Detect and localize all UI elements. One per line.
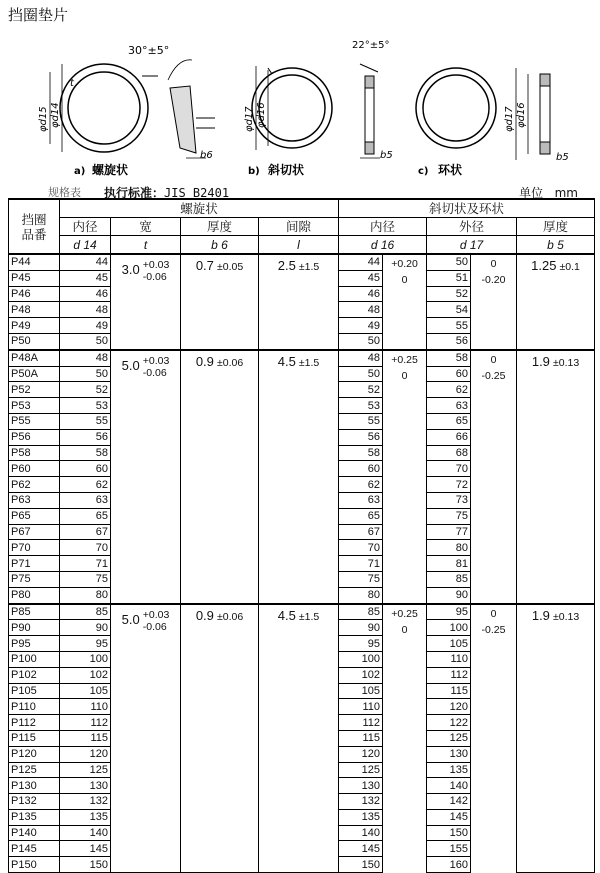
- cell-d16: 130: [339, 778, 383, 794]
- washer-figures: [0, 28, 600, 188]
- cell-code: P132: [9, 794, 60, 810]
- cell-d16: 75: [339, 571, 383, 587]
- svg-text:φd15: φd15: [38, 106, 49, 132]
- header-thickness: 厚度: [181, 218, 259, 236]
- cell-code: P53: [9, 398, 60, 414]
- cell-d16: 90: [339, 620, 383, 636]
- cell-thickness: 0.7 ±0.05: [181, 254, 259, 350]
- cell-d17: 72: [427, 477, 471, 493]
- figure-b-label: 斜切状: [268, 163, 305, 177]
- cell-d14: 140: [60, 825, 111, 841]
- cell-d16: 53: [339, 398, 383, 414]
- cell-d17: 58: [427, 350, 471, 366]
- cell-d17: 54: [427, 302, 471, 318]
- cell-code: P60: [9, 461, 60, 477]
- cell-d17: 122: [427, 715, 471, 731]
- cell-d17: 112: [427, 667, 471, 683]
- cell-code: P130: [9, 778, 60, 794]
- symbol-d17: d 17: [427, 236, 517, 255]
- header-width: 宽: [111, 218, 181, 236]
- cell-code: P67: [9, 524, 60, 540]
- cell-d17: 66: [427, 429, 471, 445]
- cell-thickness2: 1.25 ±0.1: [517, 254, 595, 350]
- cell-d16: 48: [339, 302, 383, 318]
- cell-d14: 130: [60, 778, 111, 794]
- cell-d14: 65: [60, 508, 111, 524]
- header-bevel-ring: 斜切状及环状: [339, 199, 595, 218]
- cell-width: 3.0 +0.03 -0.06: [111, 254, 181, 350]
- cell-d16: 58: [339, 445, 383, 461]
- cell-d17: 120: [427, 699, 471, 715]
- cell-code: P140: [9, 825, 60, 841]
- cell-code: P120: [9, 746, 60, 762]
- cell-code: P125: [9, 762, 60, 778]
- cell-d17: 90: [427, 587, 471, 603]
- cell-code: P80: [9, 587, 60, 603]
- cell-d16: 70: [339, 540, 383, 556]
- svg-text:t: t: [70, 78, 74, 89]
- svg-text:b): b): [248, 166, 260, 177]
- cell-d17: 62: [427, 382, 471, 398]
- cell-d14: 120: [60, 746, 111, 762]
- cell-d14: 55: [60, 413, 111, 429]
- cell-d17: 145: [427, 809, 471, 825]
- cell-d14: 105: [60, 683, 111, 699]
- cell-d17-tolerance: 0 -0.25: [471, 350, 517, 604]
- cell-thickness: 0.9 ±0.06: [181, 604, 259, 873]
- cell-gap: 4.5 ±1.5: [259, 350, 339, 604]
- cell-d17: 110: [427, 651, 471, 667]
- figure-ring: [416, 68, 569, 177]
- cell-d14: 90: [60, 620, 111, 636]
- cell-thickness2: 1.9 ±0.13: [517, 604, 595, 873]
- cell-d14: 110: [60, 699, 111, 715]
- cell-d14: 132: [60, 794, 111, 810]
- cell-d17: 105: [427, 636, 471, 652]
- cell-d14: 71: [60, 556, 111, 572]
- cell-gap: 2.5 ±1.5: [259, 254, 339, 350]
- cell-d17: 60: [427, 366, 471, 382]
- symbol-b6: b 6: [181, 236, 259, 255]
- cell-width: 5.0 +0.03 -0.06: [111, 604, 181, 873]
- cell-code: P145: [9, 841, 60, 857]
- cell-code: P52: [9, 382, 60, 398]
- symbol-b5: b 5: [517, 236, 595, 255]
- spec-table: [8, 198, 595, 873]
- cell-d17: 73: [427, 492, 471, 508]
- cell-d16: 46: [339, 286, 383, 302]
- cell-d14: 150: [60, 857, 111, 873]
- cell-code: P102: [9, 667, 60, 683]
- cell-d16: 60: [339, 461, 383, 477]
- cell-d17-tolerance: 0 -0.25: [471, 604, 517, 873]
- cell-d16: 95: [339, 636, 383, 652]
- cell-d17: 125: [427, 730, 471, 746]
- cell-d16: 115: [339, 730, 383, 746]
- cell-d17: 80: [427, 540, 471, 556]
- cell-d14: 75: [60, 571, 111, 587]
- cell-d16: 125: [339, 762, 383, 778]
- cell-code: P58: [9, 445, 60, 461]
- table-row: [9, 254, 595, 270]
- cell-d14: 115: [60, 730, 111, 746]
- cell-d17: 142: [427, 794, 471, 810]
- cell-d16: 65: [339, 508, 383, 524]
- cell-d17: 52: [427, 286, 471, 302]
- header-inner: 内径: [60, 218, 111, 236]
- cell-d16: 52: [339, 382, 383, 398]
- cell-d14: 62: [60, 477, 111, 493]
- cell-d17: 150: [427, 825, 471, 841]
- cell-d14: 70: [60, 540, 111, 556]
- cell-code: P56: [9, 429, 60, 445]
- cell-d16: 48: [339, 350, 383, 366]
- cell-d17: 50: [427, 254, 471, 270]
- cell-code: P115: [9, 730, 60, 746]
- svg-text:φd16: φd16: [256, 102, 267, 128]
- cell-d17: 85: [427, 571, 471, 587]
- table-label: 规格表: [48, 186, 81, 199]
- cell-code: P70: [9, 540, 60, 556]
- cell-d16-tolerance: +0.25 0: [383, 604, 427, 873]
- figure-c-label: 环状: [438, 163, 463, 177]
- cell-d16: 132: [339, 794, 383, 810]
- cell-d14: 58: [60, 445, 111, 461]
- cell-d14: 53: [60, 398, 111, 414]
- cell-d14: 145: [60, 841, 111, 857]
- svg-text:b5: b5: [556, 152, 569, 163]
- cell-code: P48A: [9, 350, 60, 366]
- spec-table-body: [9, 254, 595, 873]
- cell-d16: 135: [339, 809, 383, 825]
- cell-code: P95: [9, 636, 60, 652]
- cell-d14: 95: [60, 636, 111, 652]
- cell-code: P50A: [9, 366, 60, 382]
- cell-d14: 50: [60, 333, 111, 349]
- cell-d14: 100: [60, 651, 111, 667]
- cell-code: P55: [9, 413, 60, 429]
- cell-d14: 46: [60, 286, 111, 302]
- cell-d17: 81: [427, 556, 471, 572]
- cell-d17: 68: [427, 445, 471, 461]
- svg-text:φd17: φd17: [504, 106, 515, 132]
- symbol-d16: d 16: [339, 236, 427, 255]
- cell-code: P62: [9, 477, 60, 493]
- cell-d14: 49: [60, 318, 111, 334]
- cell-d16: 49: [339, 318, 383, 334]
- cell-thickness: 0.9 ±0.06: [181, 350, 259, 604]
- cell-d17: 155: [427, 841, 471, 857]
- cell-d14: 48: [60, 350, 111, 366]
- cell-d17: 100: [427, 620, 471, 636]
- symbol-d14: d 14: [60, 236, 111, 255]
- cell-d16: 62: [339, 477, 383, 493]
- cell-d14: 135: [60, 809, 111, 825]
- cell-code: P135: [9, 809, 60, 825]
- table-row: [9, 350, 595, 366]
- header-thickness2: 厚度: [517, 218, 595, 236]
- cell-d17: 55: [427, 318, 471, 334]
- cell-d14: 60: [60, 461, 111, 477]
- ring-angle: 22°±5°: [352, 40, 390, 51]
- cell-d16: 150: [339, 857, 383, 873]
- figure-a-label: 螺旋状: [92, 163, 129, 177]
- cell-thickness2: 1.9 ±0.13: [517, 350, 595, 604]
- cell-d14: 112: [60, 715, 111, 731]
- cell-d14: 85: [60, 604, 111, 620]
- header-gap: 间隙: [259, 218, 339, 236]
- cell-d14: 50: [60, 366, 111, 382]
- cell-gap: 4.5 ±1.5: [259, 604, 339, 873]
- cell-d14: 67: [60, 524, 111, 540]
- symbol-l: l: [259, 236, 339, 255]
- cell-d16: 110: [339, 699, 383, 715]
- cell-code: P105: [9, 683, 60, 699]
- cell-d16: 55: [339, 413, 383, 429]
- cell-d14: 102: [60, 667, 111, 683]
- cell-d17: 160: [427, 857, 471, 873]
- cell-d14: 48: [60, 302, 111, 318]
- cell-code: P45: [9, 270, 60, 286]
- cell-d17: 70: [427, 461, 471, 477]
- cell-d17: 63: [427, 398, 471, 414]
- cell-d17: 65: [427, 413, 471, 429]
- svg-text:c): c): [418, 166, 429, 177]
- cell-d16: 44: [339, 254, 383, 270]
- header-spiral: 螺旋状: [60, 199, 339, 218]
- cell-d14: 63: [60, 492, 111, 508]
- cell-d17: 77: [427, 524, 471, 540]
- cell-code: P71: [9, 556, 60, 572]
- svg-text:b6: b6: [200, 150, 213, 161]
- cell-d16: 100: [339, 651, 383, 667]
- cell-d17-tolerance: 0 -0.20: [471, 254, 517, 350]
- cell-code: P46: [9, 286, 60, 302]
- cell-code: P48: [9, 302, 60, 318]
- figure-spiral: [38, 44, 215, 177]
- figure-bevel: [244, 40, 393, 177]
- header-inner2: 内径: [339, 218, 427, 236]
- cell-code: P85: [9, 604, 60, 620]
- cell-d16-tolerance: +0.20 0: [383, 254, 427, 350]
- cell-d16: 50: [339, 333, 383, 349]
- cell-d16: 80: [339, 587, 383, 603]
- svg-text:a): a): [74, 166, 86, 177]
- svg-text:φd14: φd14: [50, 102, 61, 128]
- cell-d14: 45: [60, 270, 111, 286]
- cell-code: P112: [9, 715, 60, 731]
- spiral-angle: 30°±5°: [128, 44, 170, 57]
- cell-code: P150: [9, 857, 60, 873]
- cell-d17: 75: [427, 508, 471, 524]
- svg-text:φd16: φd16: [516, 102, 527, 128]
- cell-code: P75: [9, 571, 60, 587]
- cell-d17: 115: [427, 683, 471, 699]
- cell-d17: 95: [427, 604, 471, 620]
- svg-text:φd17: φd17: [244, 106, 255, 132]
- cell-d17: 130: [427, 746, 471, 762]
- cell-d17: 51: [427, 270, 471, 286]
- cell-d16: 50: [339, 366, 383, 382]
- cell-d16: 140: [339, 825, 383, 841]
- cell-code: P65: [9, 508, 60, 524]
- cell-code: P50: [9, 333, 60, 349]
- cell-d17: 140: [427, 778, 471, 794]
- cell-d14: 56: [60, 429, 111, 445]
- cell-d17: 135: [427, 762, 471, 778]
- table-row: [9, 604, 595, 620]
- standard-line: 执行标准：JIS B2401: [104, 186, 230, 200]
- cell-code: P110: [9, 699, 60, 715]
- cell-d14: 44: [60, 254, 111, 270]
- cell-d14: 52: [60, 382, 111, 398]
- svg-text:b5: b5: [380, 150, 393, 161]
- cell-d16: 105: [339, 683, 383, 699]
- cell-d16: 145: [339, 841, 383, 857]
- cell-code: P100: [9, 651, 60, 667]
- cell-d16: 85: [339, 604, 383, 620]
- cell-d16: 63: [339, 492, 383, 508]
- cell-code: P44: [9, 254, 60, 270]
- cell-d16: 71: [339, 556, 383, 572]
- cell-d16: 102: [339, 667, 383, 683]
- page-title: 挡圈垫片: [8, 6, 69, 24]
- cell-d16: 56: [339, 429, 383, 445]
- header-code: 挡圈 品番: [9, 199, 60, 254]
- cell-d16-tolerance: +0.25 0: [383, 350, 427, 604]
- cell-d16: 120: [339, 746, 383, 762]
- cell-code: P49: [9, 318, 60, 334]
- cell-d17: 56: [427, 333, 471, 349]
- symbol-t: t: [111, 236, 181, 255]
- cell-code: P63: [9, 492, 60, 508]
- cell-width: 5.0 +0.03 -0.06: [111, 350, 181, 604]
- cell-code: P90: [9, 620, 60, 636]
- cell-d16: 67: [339, 524, 383, 540]
- cell-d14: 125: [60, 762, 111, 778]
- cell-d16: 112: [339, 715, 383, 731]
- cell-d16: 45: [339, 270, 383, 286]
- header-outer: 外径: [427, 218, 517, 236]
- cell-d14: 80: [60, 587, 111, 603]
- unit-line: 单位 mm: [519, 186, 578, 200]
